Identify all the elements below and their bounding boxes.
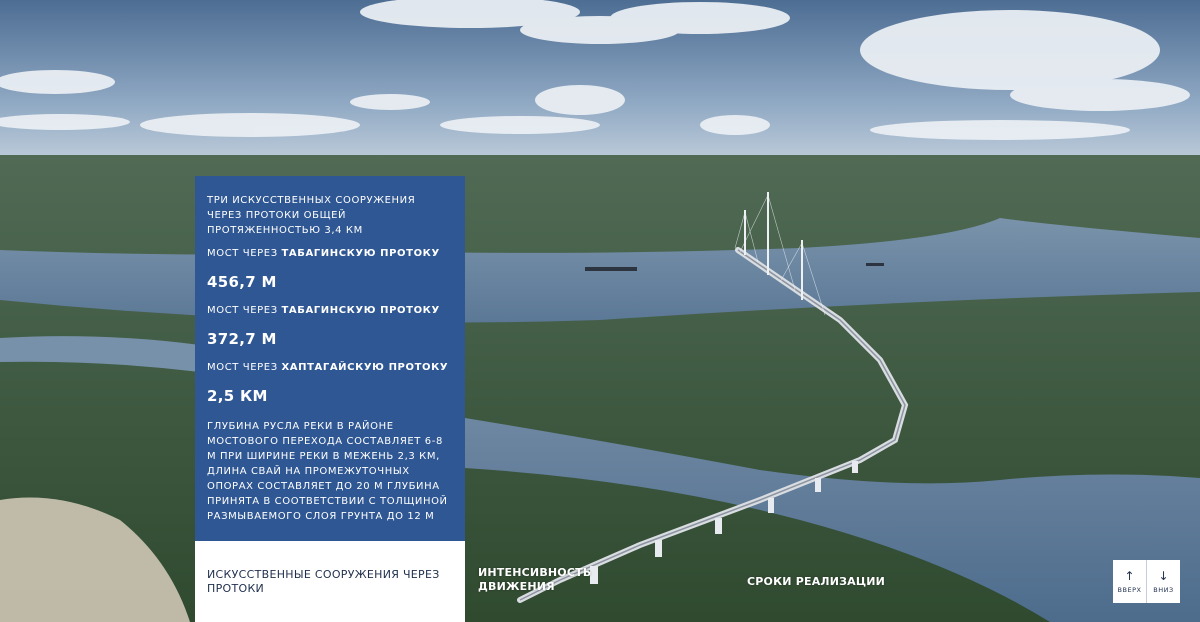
bridge-length-3: 2,5 КМ [207, 387, 268, 405]
tab-traffic-intensity[interactable]: ИНТЕНСИВНОСТЬ ДВИЖЕНИЯ [478, 566, 592, 593]
scroll-down-button[interactable] [1146, 560, 1180, 603]
scroll-up-label: ВВЕРХ [1117, 585, 1142, 594]
scroll-up-button[interactable] [1113, 560, 1146, 603]
bridge-label-3 [207, 360, 453, 375]
info-panel [195, 176, 465, 541]
tab-label: ИСКУССТВЕННЫЕ СООРУЖЕНИЯ ЧЕРЕЗ ПРОТОКИ [207, 568, 440, 595]
intro-text: ТРИ ИСКУССТВЕННЫХ СООРУЖЕНИЯ ЧЕРЕЗ ПРОТОКИ ОБЩЕЙ ПРОТЯЖЕННОСТЬЮ 3,4 КМ [207, 195, 416, 236]
bridge-label-prefix: МОСТ ЧЕРЕЗ [207, 305, 282, 316]
bridge-name: ТАБАГИНСКУЮ ПРОТОКУ [281, 305, 440, 316]
bridge-label-2 [207, 303, 453, 318]
scroll-down-label: ВНИЗ [1153, 585, 1174, 594]
scroll-nav [1113, 560, 1180, 603]
tab-implementation-timeline[interactable]: СРОКИ РЕАЛИЗАЦИИ [747, 575, 886, 588]
bridge-name: ТАБАГИНСКУЮ ПРОТОКУ [281, 248, 440, 259]
bridge-length-1: 456,7 М [207, 273, 277, 291]
arrow-up-icon: ↑ [1124, 568, 1135, 583]
boat [866, 263, 884, 266]
bridge-label-prefix: МОСТ ЧЕРЕЗ [207, 248, 282, 259]
bridge-label-prefix: МОСТ ЧЕРЕЗ [207, 362, 282, 373]
description-text: ГЛУБИНА РУСЛА РЕКИ В РАЙОНЕ МОСТОВОГО ПЕРЕХОДА СОСТАВЛЯЕТ 6-8 М ПРИ ШИРИНЕ РЕКИ В МЕЖЕНЬ 2,3 КМ, ДЛИНА СВАЙ НА ПРОМЕЖУТОЧНЫХ ОПОРАХ СОСТАВЛЯЕТ ДО 20 М ГЛУБИНА ПРИНЯТА В СООТВЕТСТВИИ С ТОЛЩИНОЙ РАЗМЫВАЕМОГО СЛОЯ ГРУНТА ДО 12 М [207, 421, 448, 522]
bridge-name: ХАПТАГАЙСКУЮ ПРОТОКУ [281, 362, 449, 373]
bridge-length-2: 372,7 М [207, 330, 277, 348]
bridge-label-1 [207, 246, 453, 261]
arrow-down-icon: ↓ [1158, 568, 1169, 583]
barge [585, 267, 637, 271]
tab-artificial-structures[interactable] [195, 541, 465, 622]
